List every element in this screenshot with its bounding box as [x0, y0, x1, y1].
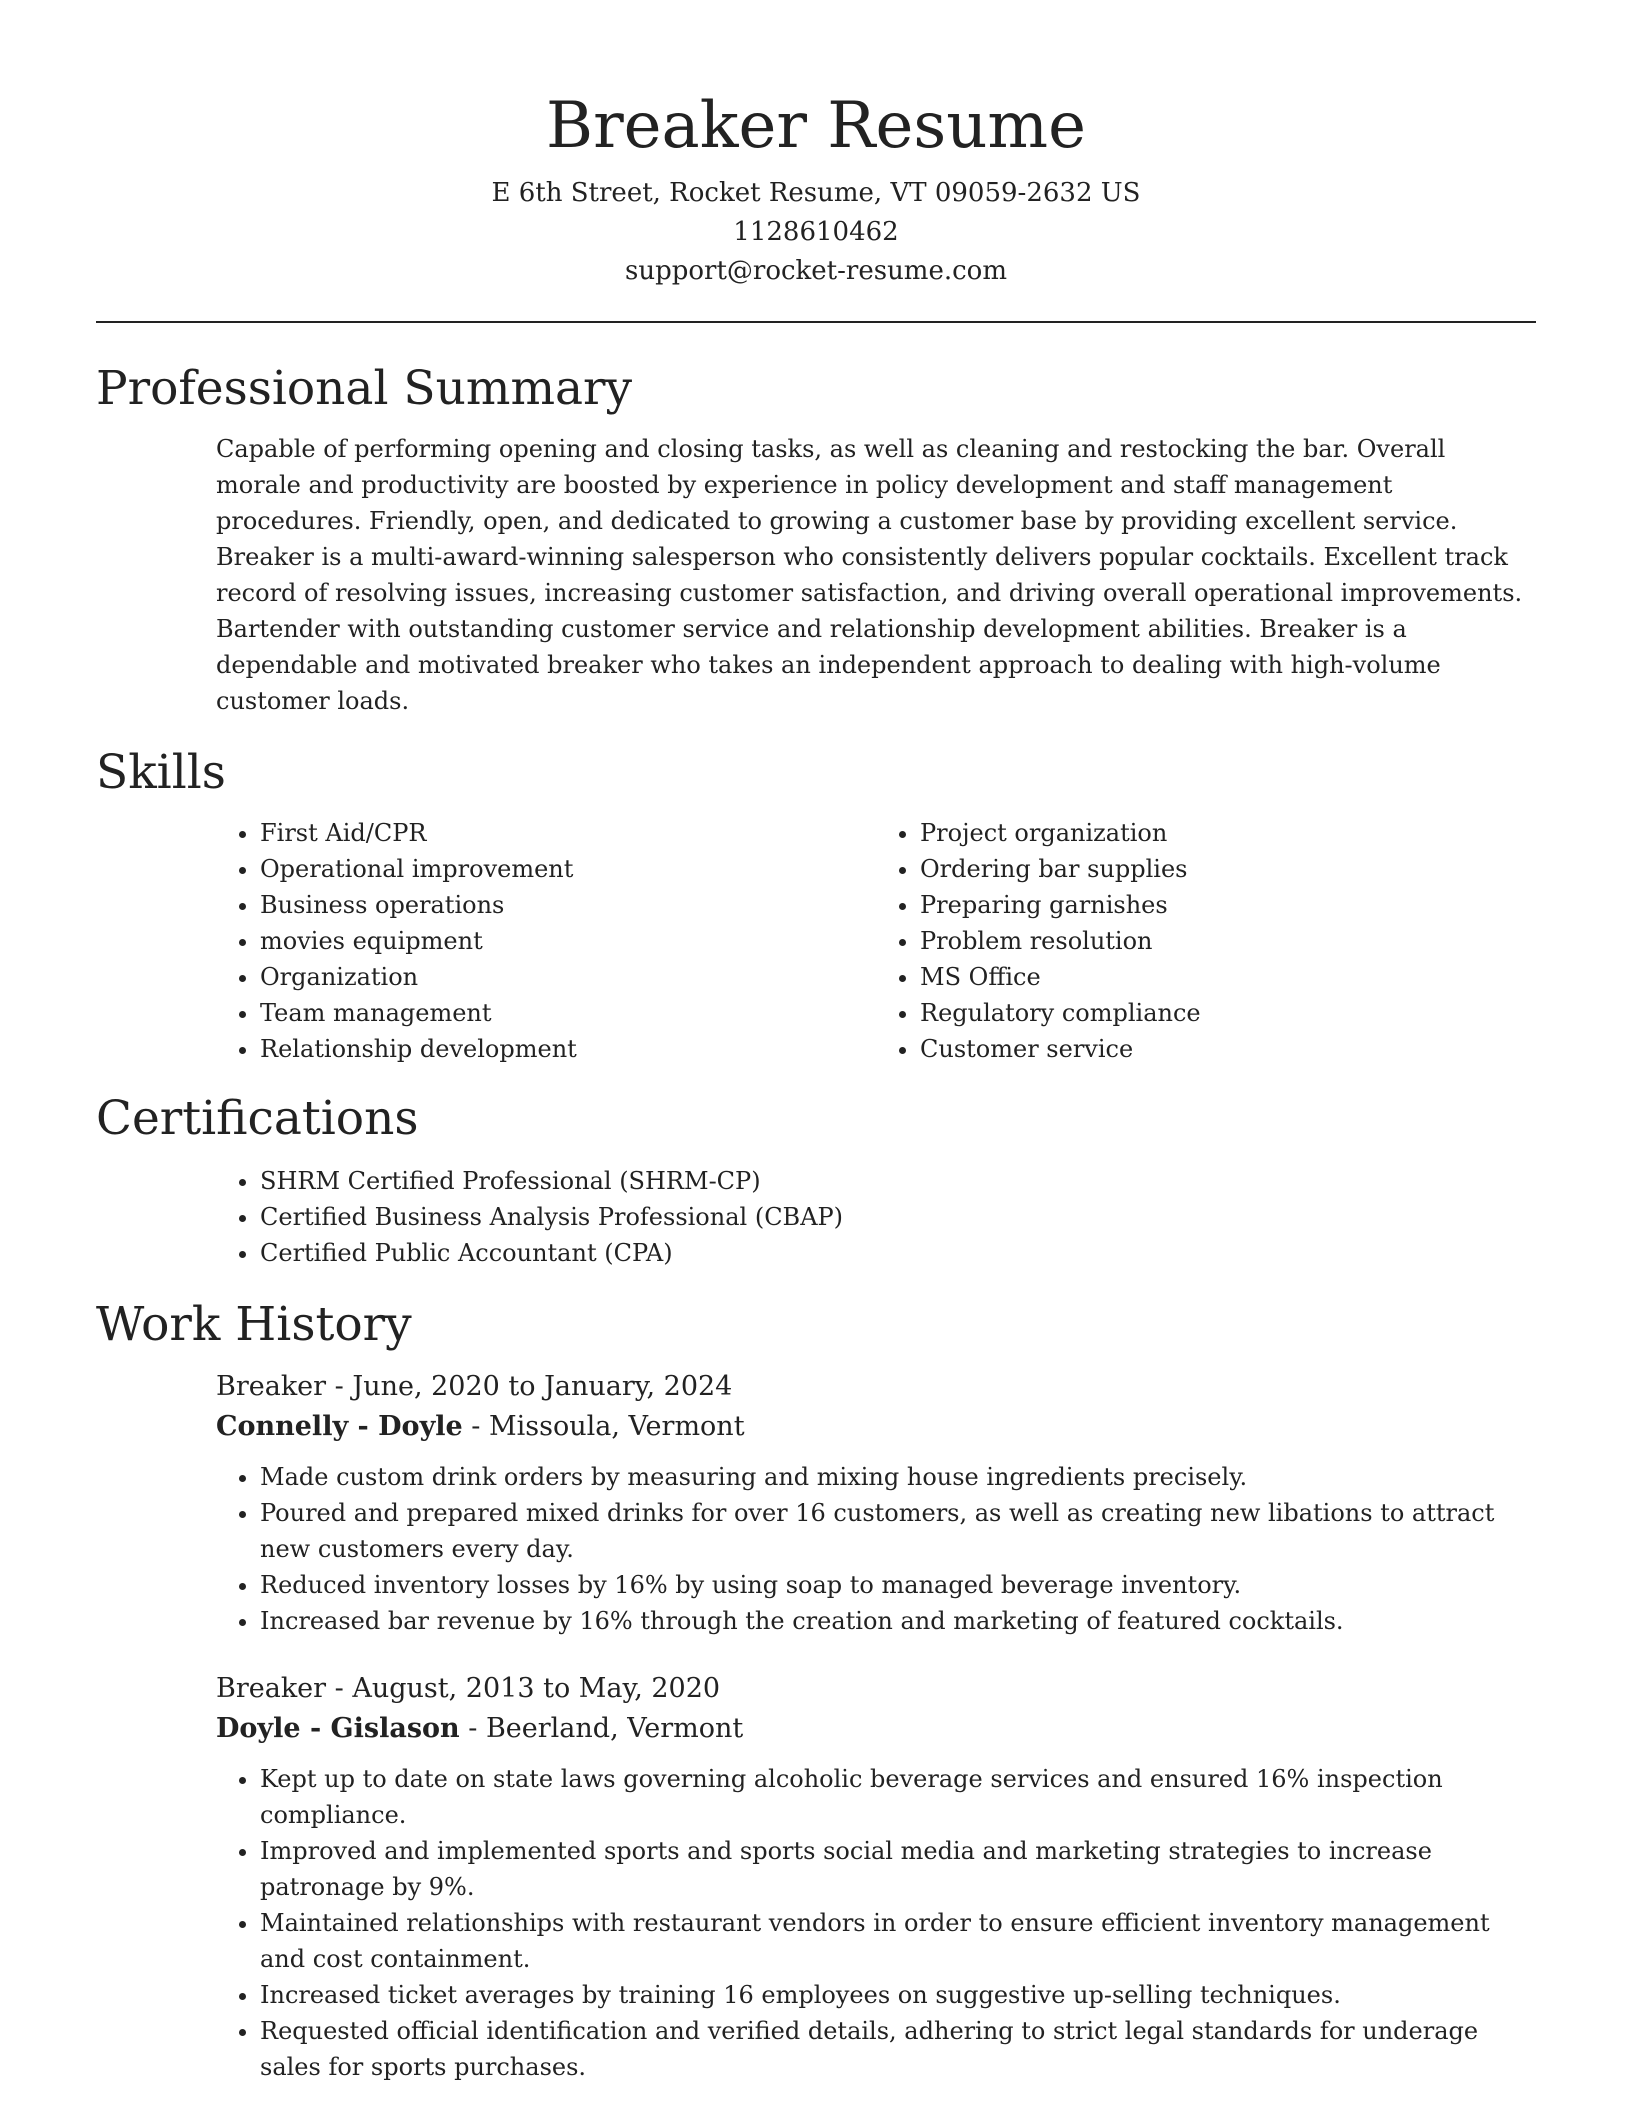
job-title-line: Breaker - June, 2020 to January, 2024: [216, 1371, 733, 1402]
skill-item: • Ordering bar supplies: [920, 851, 1536, 887]
job-bullet: • Increased ticket averages by training 16 employees on suggestive up-selling techniques.: [260, 1977, 1536, 2013]
resume-name: Breaker Resume: [546, 89, 1086, 163]
skill-item: • Team management: [260, 995, 876, 1031]
job-location: Beerland, Vermont: [485, 1713, 744, 1744]
skills-list-left: [216, 815, 876, 1067]
job-title-line: Breaker - August, 2013 to May, 2020: [216, 1673, 721, 1704]
job-entry: [216, 1367, 1536, 1639]
professional-summary-section: [96, 359, 1536, 719]
contact-info: [96, 174, 1536, 291]
certifications-list: [216, 1163, 1536, 1271]
job-bullet: • Made custom drink orders by measuring and mixing house ingredients precisely.: [260, 1459, 1536, 1495]
skills-columns: [216, 815, 1536, 1067]
certification-item: • SHRM Certified Professional (SHRM-CP): [260, 1163, 1536, 1199]
job-title: Breaker: [216, 1371, 327, 1402]
job-company: Connelly - Doyle: [216, 1411, 463, 1442]
job-bullets: [216, 1459, 1536, 1639]
section-title-summary: Professional Summary: [96, 361, 633, 416]
certification-item: • Certified Business Analysis Professional (CBAP): [260, 1199, 1536, 1235]
skill-item: • Preparing garnishes: [920, 887, 1536, 923]
job-bullet: • Reduced inventory losses by 16% by using soap to managed beverage inventory.: [260, 1567, 1536, 1603]
summary-text: Capable of performing opening and closing tasks, as well as cleaning and restocking the bar. Overall morale and productivity are boosted by experience in policy development and staff management procedures. Friendly, open, and dedicated to growing a customer base by providing excellent service. Breaker is a multi-award-winning salesperson who consistently delivers popular cocktails. Excellent track record of resolving issues, increasing customer satisfaction, and driving overall operational improvements. Bartender with outstanding customer service and relationship development abilities. Breaker is a dependable and motivated breaker who takes an independent approach to dealing with high-volume customer loads.: [216, 435, 1523, 715]
section-title-skills: Skills: [96, 745, 226, 800]
work-history-section: [96, 1295, 1536, 2085]
skill-item: • Customer service: [920, 1031, 1536, 1067]
job-bullet: • Kept up to date on state laws governing alcoholic beverage services and ensured 16% inspection compliance.: [260, 1761, 1536, 1833]
contact-address: E 6th Street, Rocket Resume, VT 09059-2632 US: [491, 178, 1141, 208]
skills-list-right: [876, 815, 1536, 1067]
job-bullet: • Improved and implemented sports and sports social media and marketing strategies to increase patronage by 9%.: [260, 1833, 1536, 1905]
job-bullet: • Increased bar revenue by 16% through the creation and marketing of featured cocktails.: [260, 1603, 1536, 1639]
skill-item: • Project organization: [920, 815, 1536, 851]
skill-item: • Relationship development: [260, 1031, 876, 1067]
job-company-line: Doyle - Gislason - Beerland, Vermont: [216, 1713, 744, 1744]
skill-item: • Business operations: [260, 887, 876, 923]
job-dates: August, 2013 to May, 2020: [352, 1673, 721, 1704]
contact-phone: 1128610462: [733, 217, 899, 247]
certifications-section: [96, 1089, 1536, 1271]
skill-item: • Regulatory compliance: [920, 995, 1536, 1031]
resume-page: [96, 0, 1536, 2085]
skill-item: • First Aid/CPR: [260, 815, 876, 851]
job-dates: June, 2020 to January, 2024: [352, 1371, 733, 1402]
job-bullet: • Requested official identification and verified details, adhering to strict legal standards for underage sales for sports purchases.: [260, 2013, 1536, 2085]
certification-item: • Certified Public Accountant (CPA): [260, 1235, 1536, 1271]
job-bullet: • Maintained relationships with restaurant vendors in order to ensure efficient inventory management and cost containment.: [260, 1905, 1536, 1977]
job-title: Breaker: [216, 1673, 327, 1704]
skill-item: • Operational improvement: [260, 851, 876, 887]
contact-email: support@rocket-resume.com: [624, 256, 1007, 286]
skill-item: • movies equipment: [260, 923, 876, 959]
skills-section: [96, 743, 1536, 1067]
job-bullets: [216, 1761, 1536, 2085]
job-company: Doyle - Gislason: [216, 1713, 460, 1744]
section-title-certifications: Certifications: [96, 1091, 419, 1146]
header-divider: [96, 321, 1536, 323]
job-company-line: Connelly - Doyle - Missoula, Vermont: [216, 1411, 745, 1442]
resume-header: [96, 0, 1536, 291]
skill-item: • MS Office: [920, 959, 1536, 995]
section-title-work-history: Work History: [96, 1297, 412, 1352]
job-bullet: • Poured and prepared mixed drinks for over 16 customers, as well as creating new libations to attract new customers every day.: [260, 1495, 1536, 1567]
skill-item: • Organization: [260, 959, 876, 995]
job-location: Missoula, Vermont: [489, 1411, 745, 1442]
job-entry: [216, 1669, 1536, 2085]
skill-item: • Problem resolution: [920, 923, 1536, 959]
